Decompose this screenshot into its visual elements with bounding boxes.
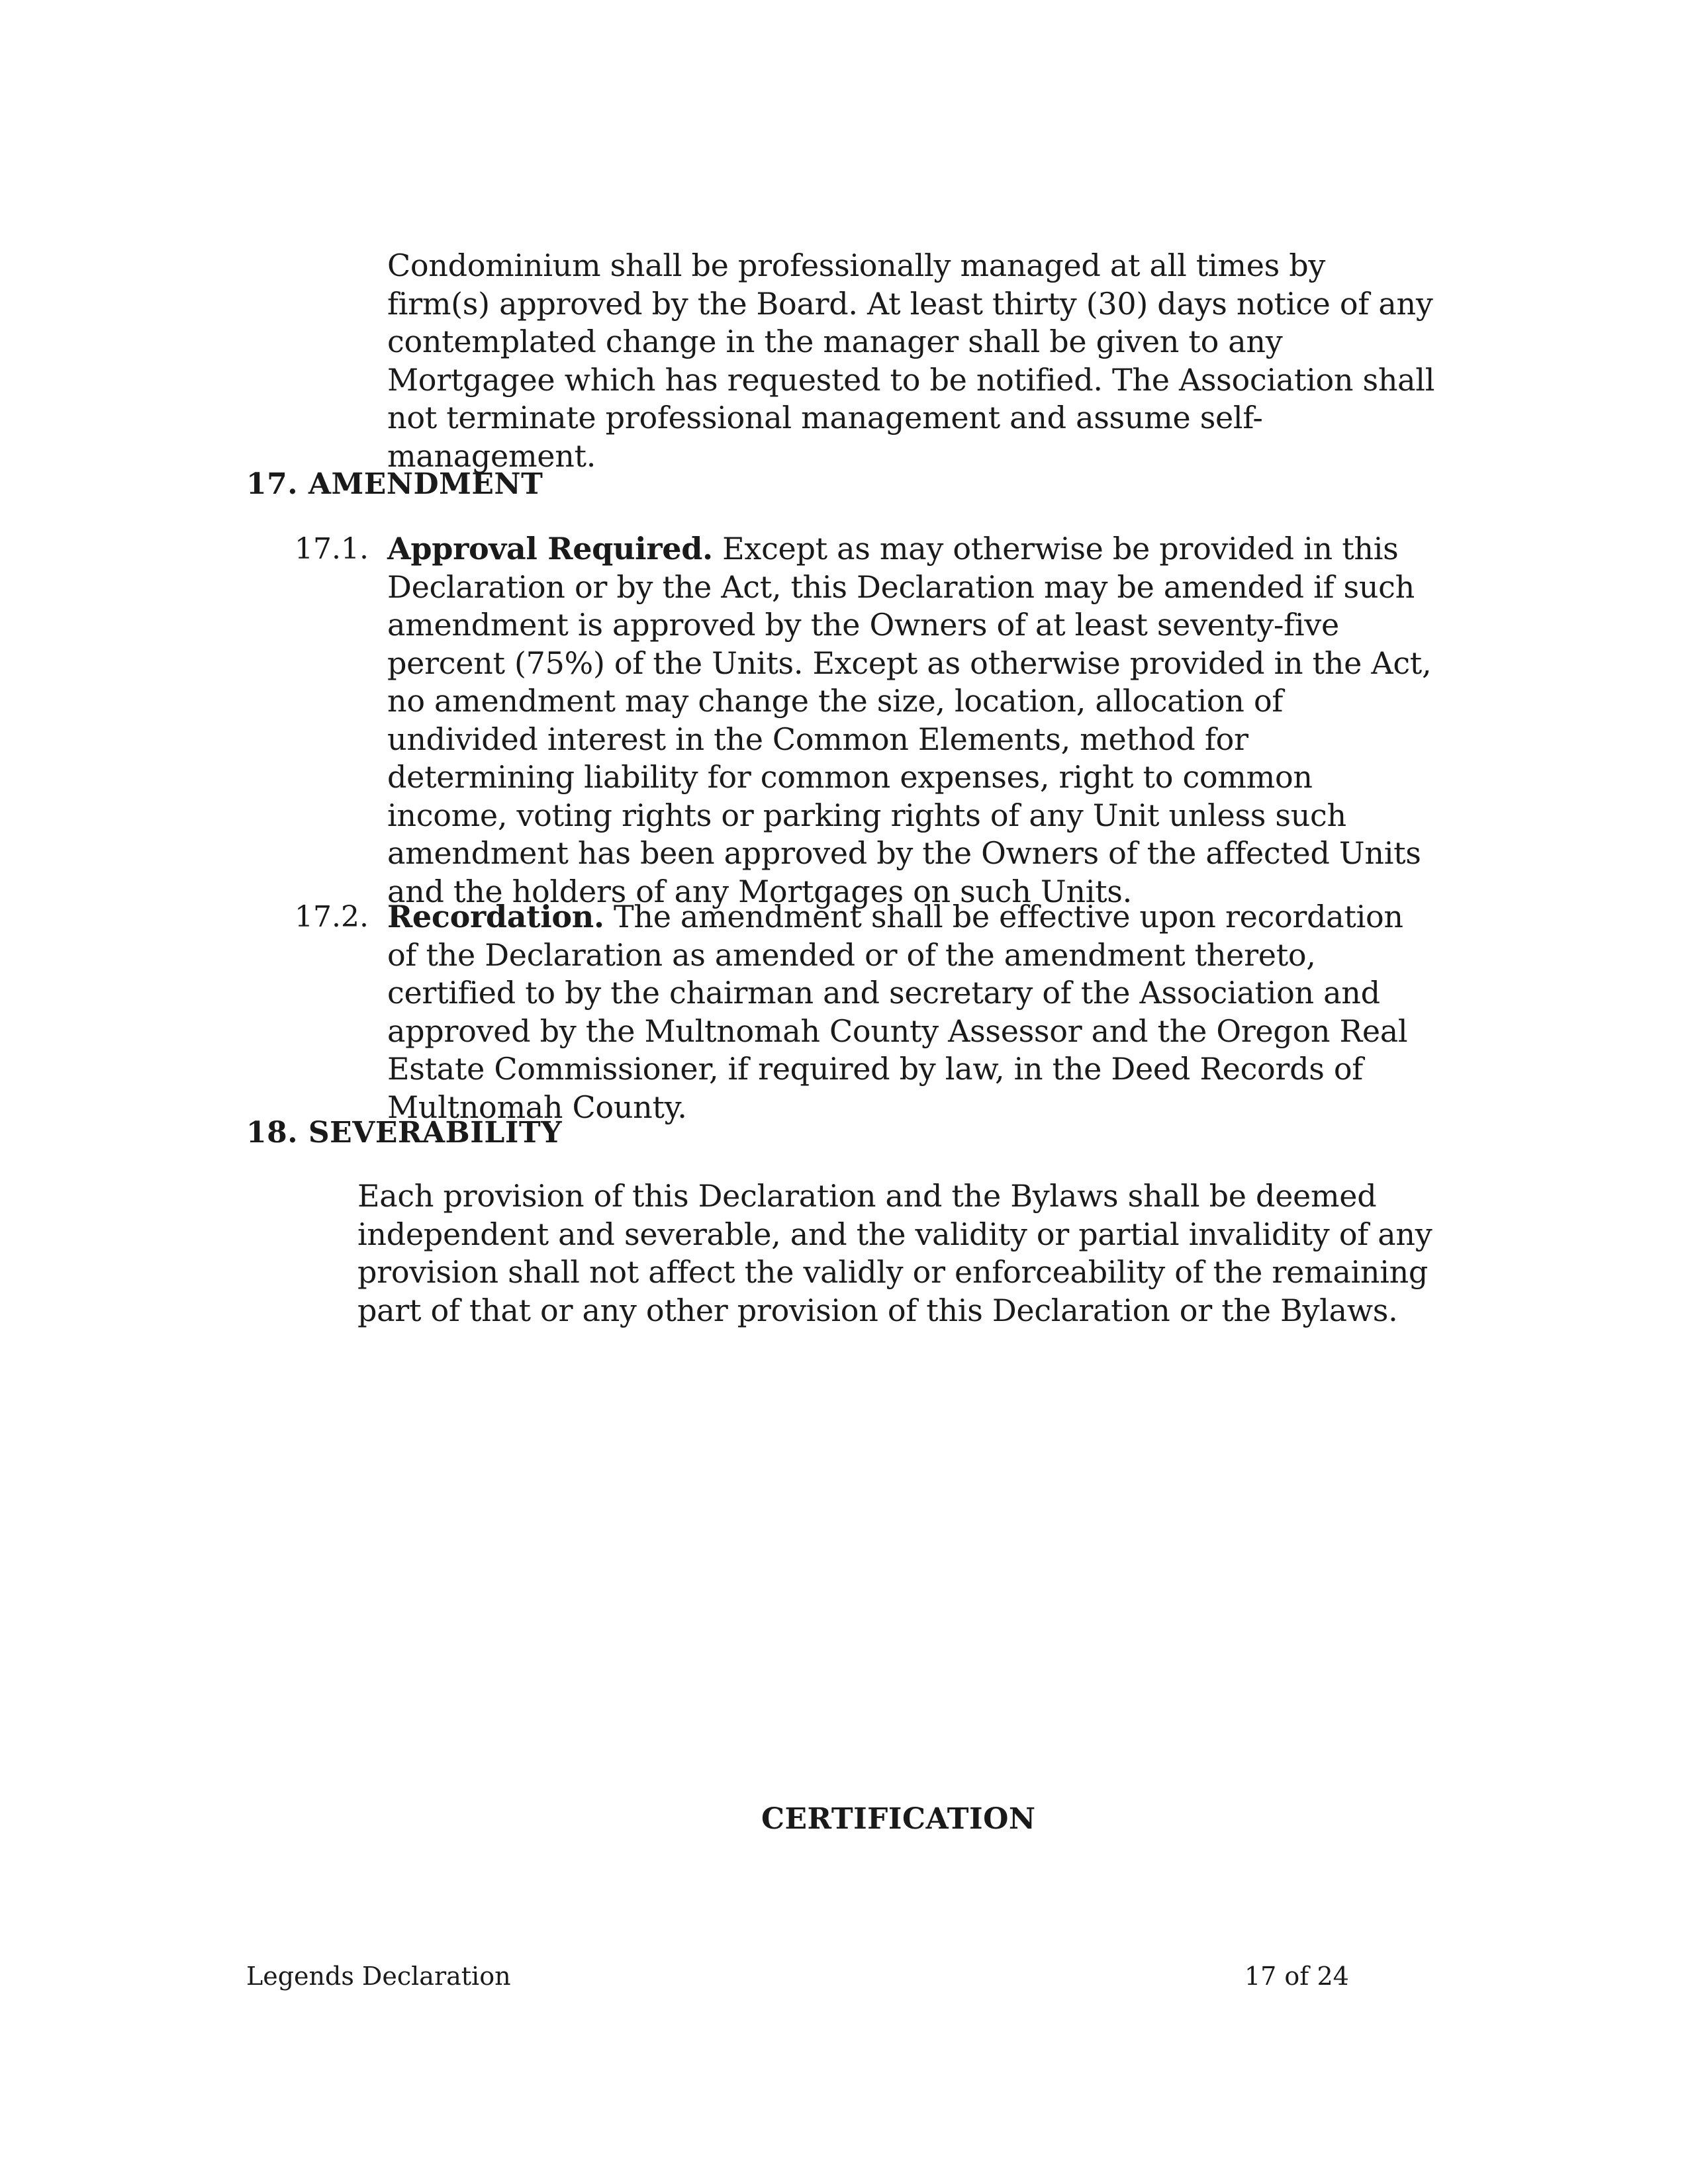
footer-document-title: Legends Declaration	[246, 1962, 511, 1991]
section-17-2-body	[387, 898, 1440, 1126]
section-18-paragraph: Each provision of this Declaration and the Bylaws shall be deemed independent and severable, and the validity or partial invalidity of any provision shall not affect the validly or enforceability of the remaining part of that or any other provision of this Declaration or the Bylaws.	[357, 1178, 1432, 1328]
section-17-1-number: 17.1.	[295, 532, 369, 566]
intro-paragraph: Condominium shall be professionally managed at all times by firm(s) approved by the Board. At least thirty (30) days notice of any contemplated change in the manager shall be given to any Mortgagee which has requested to be notified. The Association shall not terminate professional management and assume self-management.	[387, 248, 1435, 474]
section-17-heading: 17. AMENDMENT	[246, 467, 543, 501]
section-17-2-text: The amendment shall be effective upon recordation of the Declaration as amended or of the amendment thereto, certified to by the chairman and secretary of the Association and approved by the Multnomah County Assessor and the Oregon Real Estate Commissioner, if required by law, in the Deed Records of Multnomah County.	[387, 899, 1408, 1125]
footer-page-number: 17 of 24	[1244, 1962, 1349, 1991]
section-17-2-number: 17.2.	[295, 900, 369, 934]
section-17-2-title: Recordation.	[387, 899, 604, 934]
section-17-1-text: Except as may otherwise be provided in this Declaration or by the Act, this Declaration may be amended if such amendment is approved by the Owners of at least seventy-five percent (75%) of the Units. Except as otherwise provided in the Act, no amendment may change the size, location, allocation of undivided interest in the Common Elements, method for determining liability for common expenses, right to common income, voting rights or parking rights of any Unit unless such amendment has been approved by the Owners of the affected Units and the holders of any Mortgages on such Units.	[387, 531, 1432, 909]
section-17-1-body	[387, 530, 1440, 911]
certification-heading: CERTIFICATION	[761, 1802, 1036, 1836]
section-18-heading: 18. SEVERABILITY	[246, 1116, 563, 1150]
section-17-1-title: Approval Required.	[387, 531, 713, 567]
